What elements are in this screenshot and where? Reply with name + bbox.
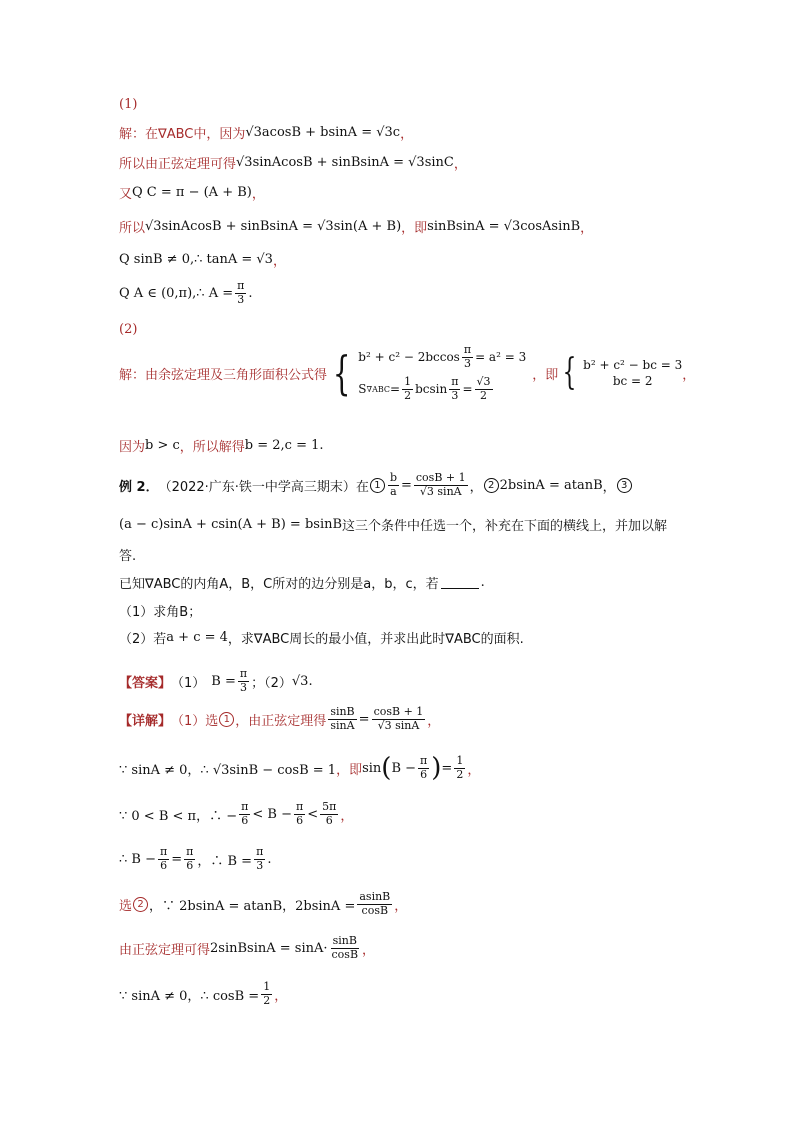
equation: sinBsinA = √3cosAsinB [427, 219, 581, 234]
part1-label: (1) [119, 97, 138, 112]
part2-line1: 解：由余弦定理及三角形面积公式得 { b² + c² − 2bccos $\frac{\pi}{3}$ = a² = 3 S ∇ABC = $\frac{1}{2}$ bcsin $\frac{\pi}{3}$ = $\frac{√3}{2}$ ，即 { b² + c² − bc = 3 bc = 2 ， [119, 343, 696, 402]
equation: ∵ 0 < B < π，∴ − [119, 808, 238, 824]
answer-label: 【答案】 [119, 675, 172, 691]
equation: Q C = π − (A + B) [132, 185, 252, 200]
detail-line1: 【详解】 （1）选 1 ，由正弦定理得 $\frac{\sin B}{\sin A}$ = $\frac{\cos B + 1}{√3 \sin A}$ ， [119, 705, 441, 732]
example2-line3: 答. [119, 549, 137, 564]
equation: Q A ∈ (0,π),∴ A = [119, 285, 234, 301]
equation: √3sinAcosB + sinBsinA = √3sinC [236, 155, 454, 170]
detail-line6: 由正弦定理可得 2sinBsinA = sinA· $\frac{\sin B}{\cos B}$ ， [119, 934, 376, 961]
fill-blank [441, 576, 479, 589]
equation-system: { b² + c² − 2bccos $\frac{\pi}{3}$ = a² = 3 S ∇ABC = $\frac{1}{2}$ bcsin $\frac{\pi}{3}$ = $\frac{√3}{2}$ [332, 343, 527, 402]
question-1: （1）求角B； [119, 605, 202, 620]
equation: ∵ sinA ≠ 0，∴ √3sinB − cosB = 1 [119, 762, 337, 778]
detail-line4: ∴ B − $\frac{\pi}{6}$ = $\frac{\pi}{6}$ ，∴ B = $\frac{\pi}{3}$ . [119, 845, 272, 872]
equation: a + c = 4 [166, 630, 228, 645]
circled-number-2: 2 [133, 897, 148, 912]
detail-line7: ∵ sinA ≠ 0，∴ cosB = $\frac{1}{2}$ ， [119, 980, 288, 1007]
detail-label: 【详解】 [119, 713, 172, 729]
equation: 2sinBsinA = sinA· [210, 940, 328, 956]
circled-number-1: 1 [370, 478, 385, 493]
equation: ∴ B − [119, 851, 156, 867]
equation: b = 2,c = 1 [244, 438, 320, 453]
part1-line3: 又 Q C = π − (A + B) ， [119, 185, 265, 202]
part1-line6: Q A ∈ (0,π),∴ A = $\frac{\pi}{3}$ . [119, 279, 253, 306]
circled-number-1: 1 [219, 712, 234, 727]
circled-number-2: 2 [484, 478, 499, 493]
part1-line1: 解：在∇ABC中，因为 √3acosB + bsinA = √3c ， [119, 125, 414, 142]
equation-system: { b² + c² − bc = 3 bc = 2 [562, 352, 683, 394]
example2-line1: 例 2． （2022·广东·铁一中学高三期末）在 1 $\frac{b}{a}$ = $\frac{\cos B + 1}{√3 \sin A}$ ， 2 2bsinA = atanB ， 3 [119, 472, 633, 498]
part1-line2: 所以由正弦定理可得 √3sinAcosB + sinBsinA = √3sinC ， [119, 155, 467, 172]
answer-line: 【答案】 （1） B = $\frac{\pi}{3}$ ；（2） √3 . [119, 667, 313, 694]
part1-line5: Q sinB ≠ 0,∴ tanA = √3 ， [119, 252, 286, 269]
part2-label: (2) [119, 322, 138, 337]
detail-line2: ∵ sinA ≠ 0，∴ √3sinB − cosB = 1 ，即 sin ( B − $\frac{\pi}{6}$ ) = $\frac{1}{2}$ ， [119, 753, 481, 784]
example2-line2: (a − c)sinA + csin(A + B) = bsinB 这三个条件中任选一个，补充在下面的横线上，并加以解 [119, 517, 668, 534]
equation: b > c [145, 438, 180, 453]
question-2: （2）若 a + c = 4 ，求∇ABC周长的最小值，并求出此时∇ABC的面积. [119, 630, 524, 647]
equation: (a − c)sinA + csin(A + B) = bsinB [119, 517, 343, 532]
equation: √3sinAcosB + sinBsinA = √3sin(A + B) [145, 219, 402, 234]
example2-line4: 已知∇ABC的内角A，B，C所对的边分别是a，b，c，若 . [119, 575, 485, 592]
part2-line2: 因为 b > c ，所以解得 b = 2,c = 1 . [119, 438, 324, 455]
equation: Q sinB ≠ 0,∴ tanA = √3 [119, 252, 273, 267]
equation: ，∵ 2bsinA = atanB，2bsinA = [149, 898, 356, 914]
left-brace: { [562, 352, 577, 394]
equation: ∵ sinA ≠ 0，∴ cosB = [119, 988, 260, 1004]
example-title: 例 2． [119, 479, 159, 495]
detail-line3: ∵ 0 < B < π，∴ − $\frac{\pi}{6}$ < B − $\frac{\pi}{6}$ < $\frac{5\pi}{6}$ ， [119, 800, 354, 827]
left-brace: { [332, 346, 351, 401]
detail-line5: 选 2 ，∵ 2bsinA = atanB，2bsinA = $\frac{asinB}{\cos B}$ ， [119, 890, 408, 917]
equation: √3acosB + bsinA = √3c [245, 125, 401, 140]
part1-line4: 所以 √3sinAcosB + sinBsinA = √3sin(A + B) ，即 sinBsinA = √3cosAsinB ， [119, 219, 594, 236]
fraction: $\frac{\pi}{3}$ [237, 279, 245, 306]
circled-number-3: 3 [617, 478, 632, 493]
